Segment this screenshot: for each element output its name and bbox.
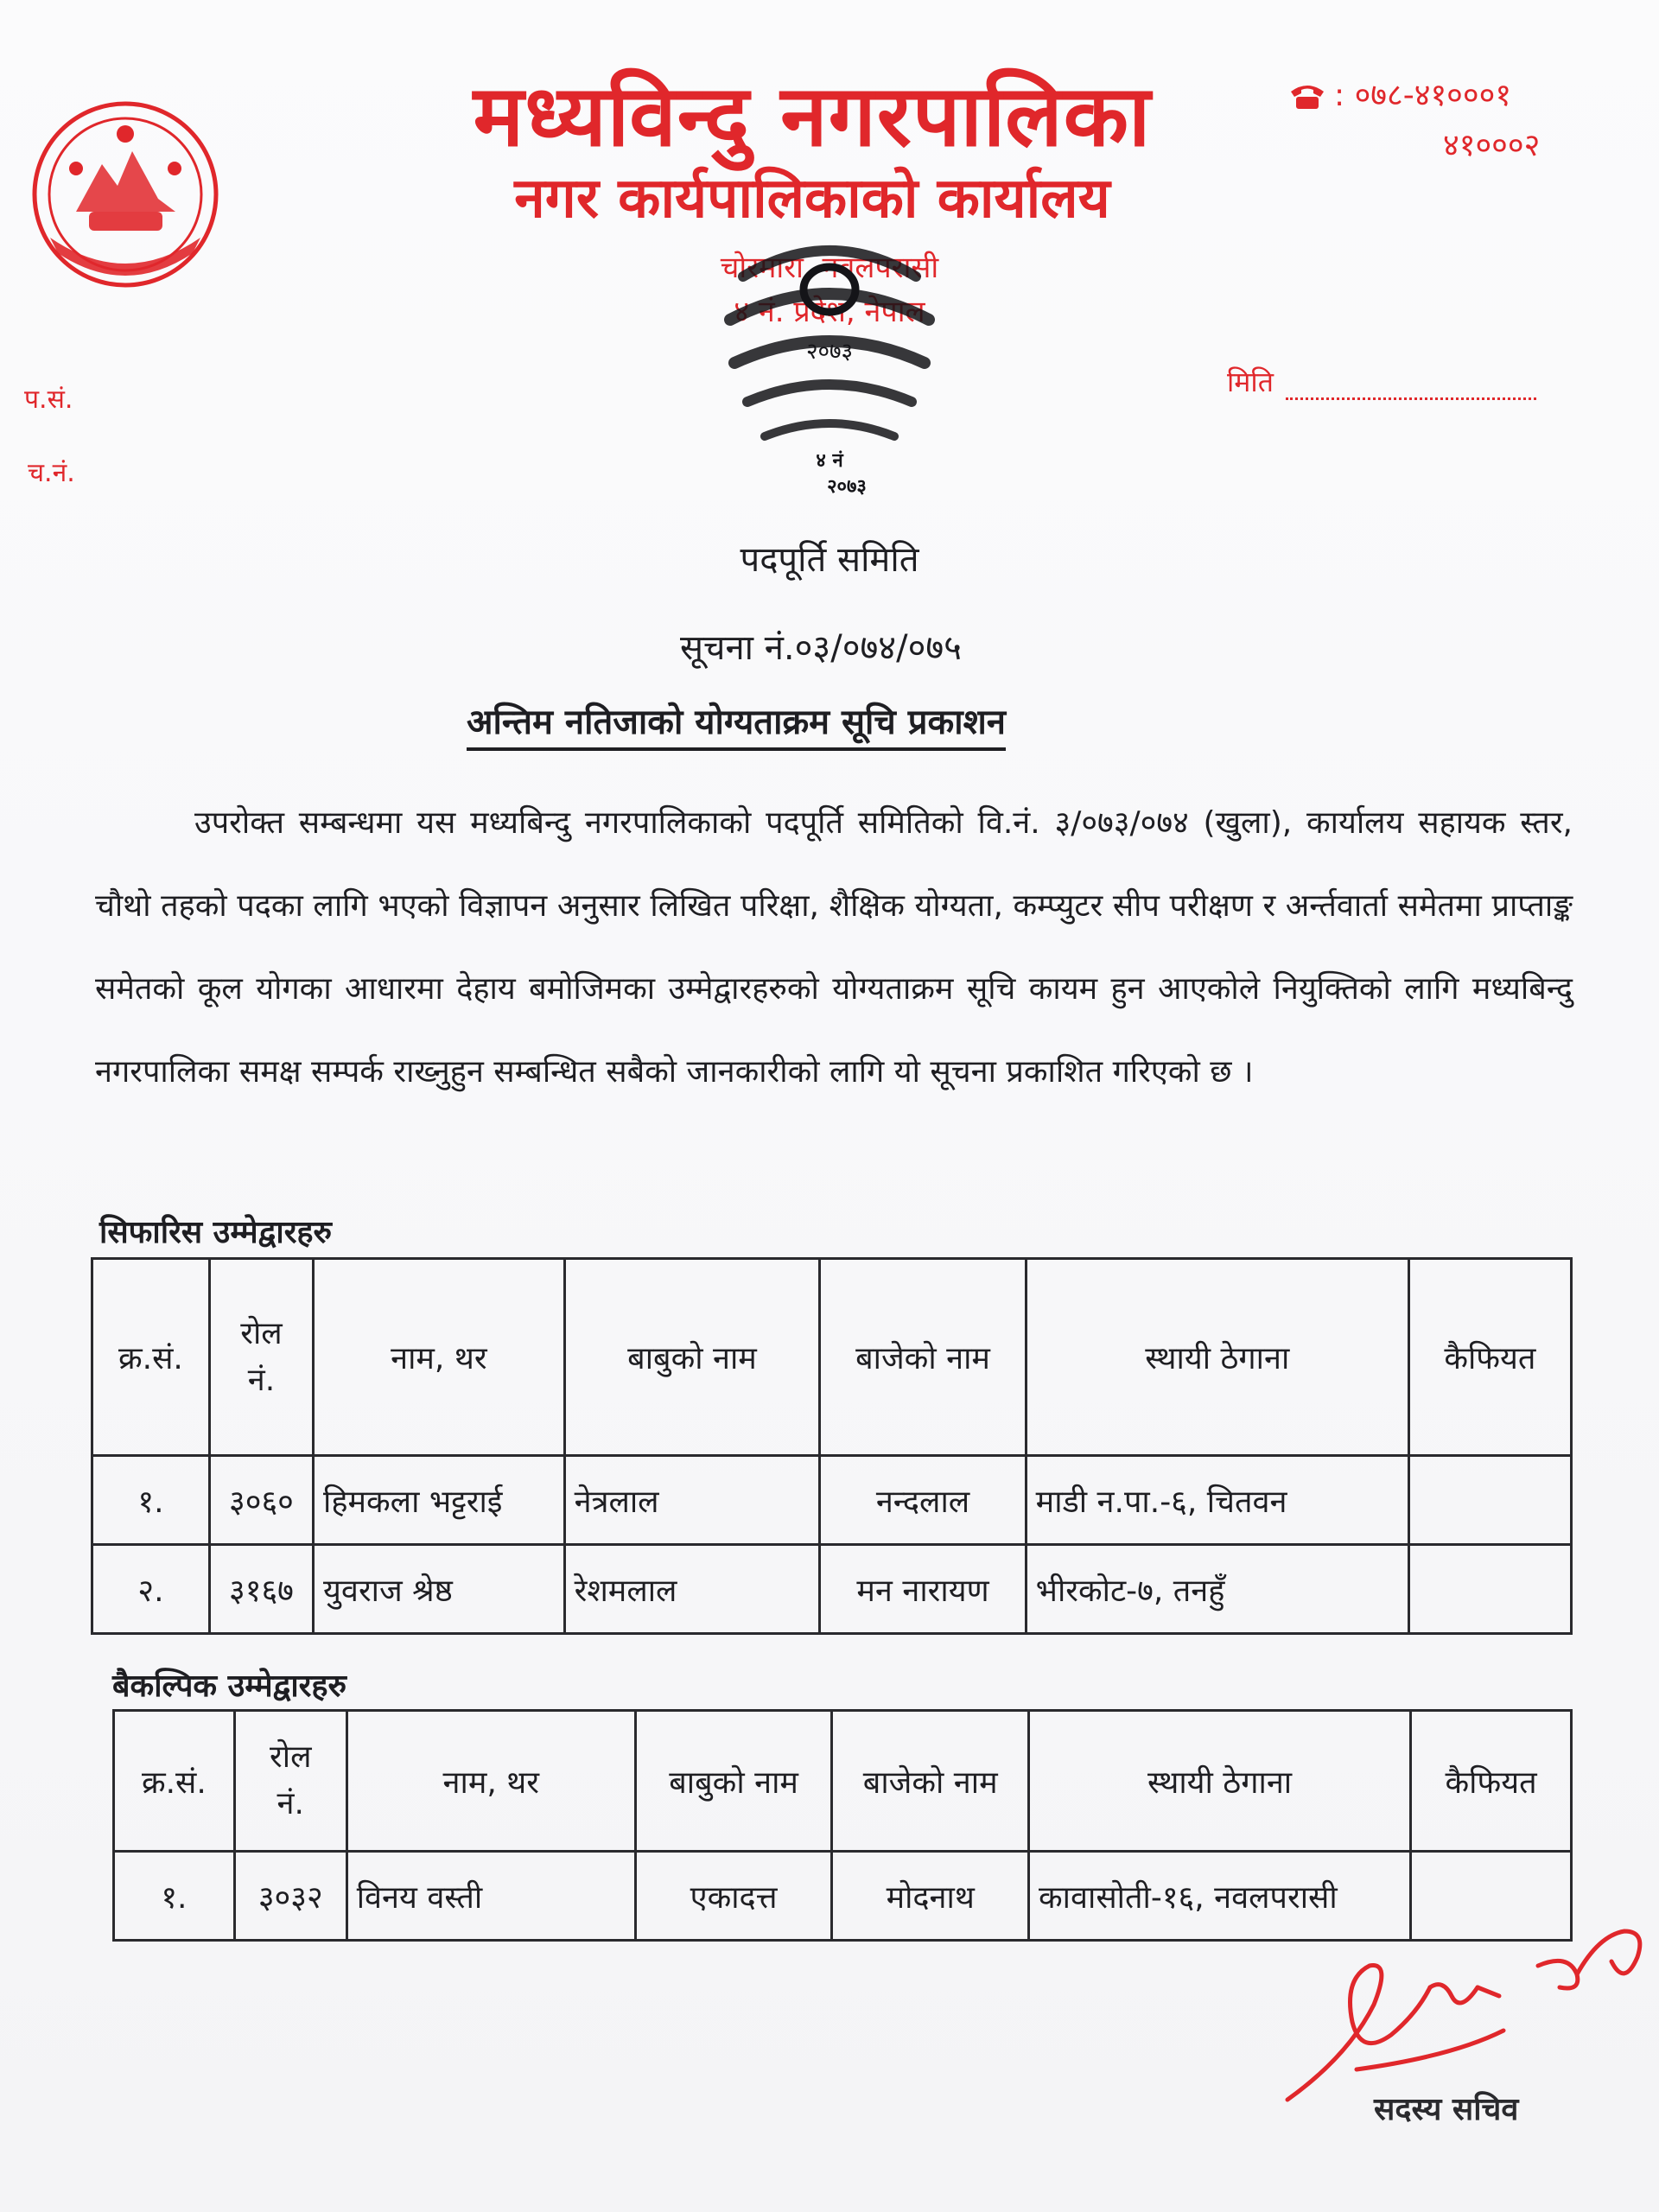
col-address: स्थायी ठेगाना — [1029, 1711, 1411, 1852]
col-roll — [209, 1259, 313, 1456]
cell-roll: ३०६० — [209, 1456, 313, 1545]
cell-grandfather: नन्दलाल — [820, 1456, 1026, 1545]
table-row — [92, 1456, 1572, 1545]
col-remarks: कैफियत — [1411, 1711, 1572, 1852]
alternative-section-title: बैकल्पिक उम्मेद्वारहरु — [112, 1669, 347, 1704]
phone-block — [1287, 71, 1573, 170]
cell-name: विनय वस्ती — [346, 1852, 635, 1941]
address-line-1: चोरमारा, नवलपरासी — [720, 251, 939, 285]
cell-roll: ३०३२ — [234, 1852, 346, 1941]
col-name: नाम, थर — [314, 1259, 565, 1456]
col-grandfather: बाजेको नाम — [820, 1259, 1026, 1456]
col-serial: क्र.सं. — [92, 1259, 210, 1456]
col-roll-line1: रोल — [270, 1739, 312, 1775]
col-serial: क्र.सं. — [114, 1711, 235, 1852]
cell-address: भीरकोट-७, तनहुँ — [1026, 1545, 1408, 1634]
cell-father: नेत्रलाल — [564, 1456, 820, 1545]
cell-father: रेशमलाल — [564, 1545, 820, 1634]
office-subtitle: नगर कार्यपालिकाको कार्यालय — [514, 167, 1110, 231]
office-stamp — [683, 207, 976, 501]
notice-heading: अन्तिम नतिजाको योग्यताक्रम सूचि प्रकाशन — [467, 696, 1006, 751]
cell-serial: १. — [92, 1456, 210, 1545]
reference-number-label: प.सं. — [24, 385, 73, 415]
signer-title: सदस्य सचिव — [1374, 2092, 1519, 2127]
stamp-number: ४ नं — [816, 450, 843, 472]
cell-father: एकादत्त — [635, 1852, 832, 1941]
stamp-year: २०७३ — [805, 339, 854, 365]
dispatch-number-label: च.नं. — [28, 458, 75, 488]
col-name: नाम, थर — [346, 1711, 635, 1852]
notice-body-text: उपरोक्त सम्बन्धमा यस मध्यबिन्दु नगरपालिकाको पदपूर्ति समितिको वि.नं. ३/०७३/०७४ (खुला), कार्यालय सहायक स्तर, चौथो तहको पदका लागि भएको विज्ञापन अनुसार लिखित परिक्षा, शैक्षिक योग्यता, कम्प्युटर सीप परीक्षण र अर्न्तवार्ता समेतमा प्राप्ताङ्क समेतको कूल योगका आधारमा देहाय बमोजिमका उम्मेद्वारहरुको योग्यताक्रम सूचि कायम हुन आएकोले नियुक्तिको लागि मध्यबिन्दु नगरपालिका समक्ष सम्पर्क राख्नुहुन सम्बन्धित सबैको जानकारीको लागि यो सूचना प्रकाशित गरिएको छ । — [95, 805, 1573, 1090]
col-grandfather: बाजेको नाम — [832, 1711, 1029, 1852]
col-roll-line1: रोल — [240, 1315, 283, 1351]
col-address: स्थायी ठेगाना — [1026, 1259, 1408, 1456]
phone-number-1: : ०७८-४१०००१ — [1334, 78, 1512, 113]
date-dotted-line — [1286, 378, 1536, 400]
cell-grandfather: मोदनाथ — [832, 1852, 1029, 1941]
col-father: बाबुको नाम — [564, 1259, 820, 1456]
cell-serial: २. — [92, 1545, 210, 1634]
col-father: बाबुको नाम — [635, 1711, 832, 1852]
table-row — [92, 1545, 1572, 1634]
col-roll-line2: नं. — [276, 1786, 304, 1821]
cell-name: युवराज श्रेष्ठ — [314, 1545, 565, 1634]
cell-serial: १. — [114, 1852, 235, 1941]
municipality-title: मध्यविन्दु नगरपालिका — [473, 67, 1152, 166]
date-label: मिति — [1227, 365, 1274, 398]
col-roll-line2: नं. — [247, 1362, 276, 1398]
phone-number-2: ४१०००२ — [1443, 127, 1541, 163]
cell-roll: ३१६७ — [209, 1545, 313, 1634]
cell-remarks — [1408, 1545, 1571, 1634]
cell-remarks — [1408, 1456, 1571, 1545]
stamp-foot-year: २०७३ — [827, 476, 867, 498]
cell-address: कावासोती-१६, नवलपरासी — [1029, 1852, 1411, 1941]
table-header-row — [92, 1259, 1572, 1456]
cell-grandfather: मन नारायण — [820, 1545, 1026, 1634]
col-remarks: कैफियत — [1408, 1259, 1571, 1456]
recommended-candidates-table — [91, 1257, 1573, 1635]
cell-address: माडी न.पा.-६, चितवन — [1026, 1456, 1408, 1545]
telephone-icon — [1287, 81, 1327, 111]
notice-number: सूचना नं.०३/०७४/०७५ — [680, 628, 962, 668]
table-header-row — [114, 1711, 1572, 1852]
date-field — [1227, 363, 1536, 400]
nepal-government-emblem — [16, 82, 236, 302]
address-line-2: ४ नं. प्रदेश, नेपाल — [734, 295, 925, 329]
notice-body — [95, 782, 1573, 1114]
cell-name: हिमकला भट्टराई — [314, 1456, 565, 1545]
recommended-section-title: सिफारिस उम्मेद्वारहरु — [99, 1215, 333, 1250]
committee-name: पदपूर्ति समिति — [740, 540, 919, 580]
col-roll — [234, 1711, 346, 1852]
